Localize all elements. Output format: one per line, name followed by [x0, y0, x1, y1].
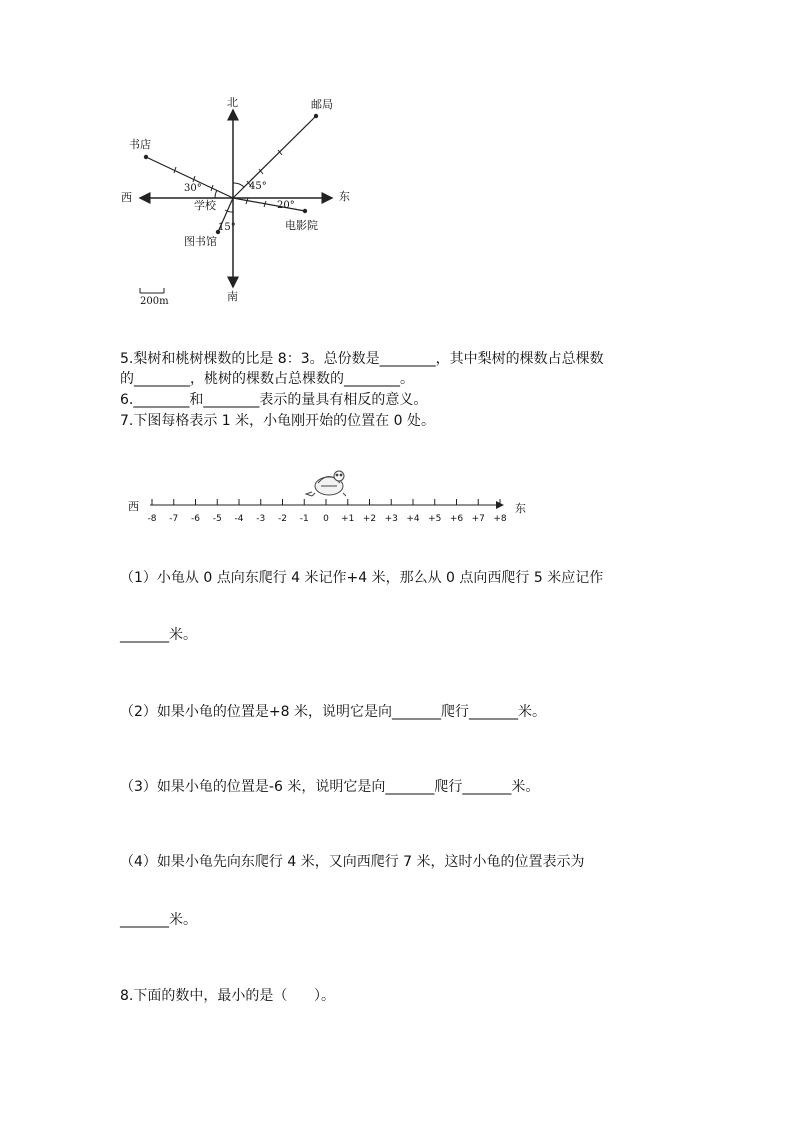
- q5-line2: 的________，桃树的棵数占总棵数的________。: [120, 371, 414, 387]
- angle-bookstore-label: 30°: [184, 183, 202, 194]
- arc-bookstore: [215, 190, 217, 198]
- west-label: 西: [121, 191, 132, 204]
- number-line-tick-label: +7: [471, 514, 485, 524]
- q7-intro: 7.下图每格表示 1 米，小龟刚开始的位置在 0 处。: [120, 413, 435, 429]
- number-line-tick-label: +1: [341, 514, 355, 524]
- angle-cinema-label: 20°: [277, 200, 295, 211]
- number-line-tick-label: -2: [278, 514, 287, 524]
- scale-bar: [140, 288, 164, 293]
- angle-post-label: 45°: [249, 181, 267, 192]
- number-line-tick-label: +6: [449, 514, 464, 524]
- number-line-tick-label: -3: [256, 514, 266, 524]
- number-line-tick-label: 0: [323, 514, 329, 524]
- number-line-tick-label: +4: [406, 514, 420, 524]
- number-line-tick-label: +2: [362, 514, 377, 524]
- number-line-tick-label: +3: [384, 514, 398, 524]
- library-label: 图书馆: [184, 235, 217, 248]
- number-line-tick-label: -8: [147, 514, 157, 524]
- angle-library-label: 15°: [218, 222, 236, 233]
- number-line-ticks: [152, 499, 500, 505]
- number-line-tick-label: -6: [191, 514, 200, 524]
- number-line-tick-label: -4: [234, 514, 244, 524]
- north-label: 北: [227, 96, 238, 109]
- q7-sub3: （3）如果小龟的位置是-6 米，说明它是向_______爬行_______米。: [120, 779, 540, 795]
- number-line-tick-label: -7: [169, 514, 179, 524]
- number-line-tick-label: +5: [428, 514, 442, 524]
- number-line-east-label: 东: [515, 502, 526, 515]
- q5-line1: 5.梨树和桃树棵数的比是 8：3。总份数是________，其中梨树的棵数占总棵数: [120, 351, 604, 367]
- number-line-west-label: 西: [128, 500, 139, 513]
- scale-label: 200m: [140, 296, 169, 307]
- south-label: 南: [227, 290, 238, 303]
- number-line-tick-label: -5: [212, 514, 222, 524]
- bookstore-label: 书店: [129, 138, 151, 151]
- bookstore-dot: [144, 155, 148, 159]
- q7-sub4-line1: （4）如果小龟先向东爬行 4 米，又向西爬行 7 米，这时小龟的位置表示为: [120, 854, 585, 870]
- post-office-label: 邮局: [311, 98, 333, 111]
- q7-sub1-line2: _______米。: [120, 627, 197, 643]
- east-label: 东: [339, 190, 350, 203]
- number-line-tick-label: +8: [493, 514, 507, 524]
- arc-library: [225, 210, 233, 212]
- school-label: 学校: [194, 199, 216, 212]
- q7-sub1-line1: （1）小龟从 0 点向东爬行 4 米记作+4 米，那么从 0 点向西爬行 5 米应记作: [120, 570, 604, 586]
- ray-post-office: [233, 116, 316, 198]
- q7-sub4-line2: _______米。: [120, 912, 197, 928]
- q6-line1: 6.________和________表示的量具有相反的意义。: [120, 392, 428, 408]
- post-office-dot: [314, 114, 318, 118]
- q8-line1: 8.下面的数中，最小的是（ ）。: [120, 988, 336, 1004]
- number-line-tick-label: -1: [299, 514, 309, 524]
- cinema-dot: [303, 209, 307, 213]
- q7-sub2: （2）如果小龟的位置是+8 米，说明它是向_______爬行_______米。: [120, 704, 546, 720]
- turtle-icon: [306, 471, 346, 496]
- number-line: [150, 499, 503, 505]
- cinema-label: 电影院: [285, 219, 318, 232]
- arc-post: [233, 183, 244, 187]
